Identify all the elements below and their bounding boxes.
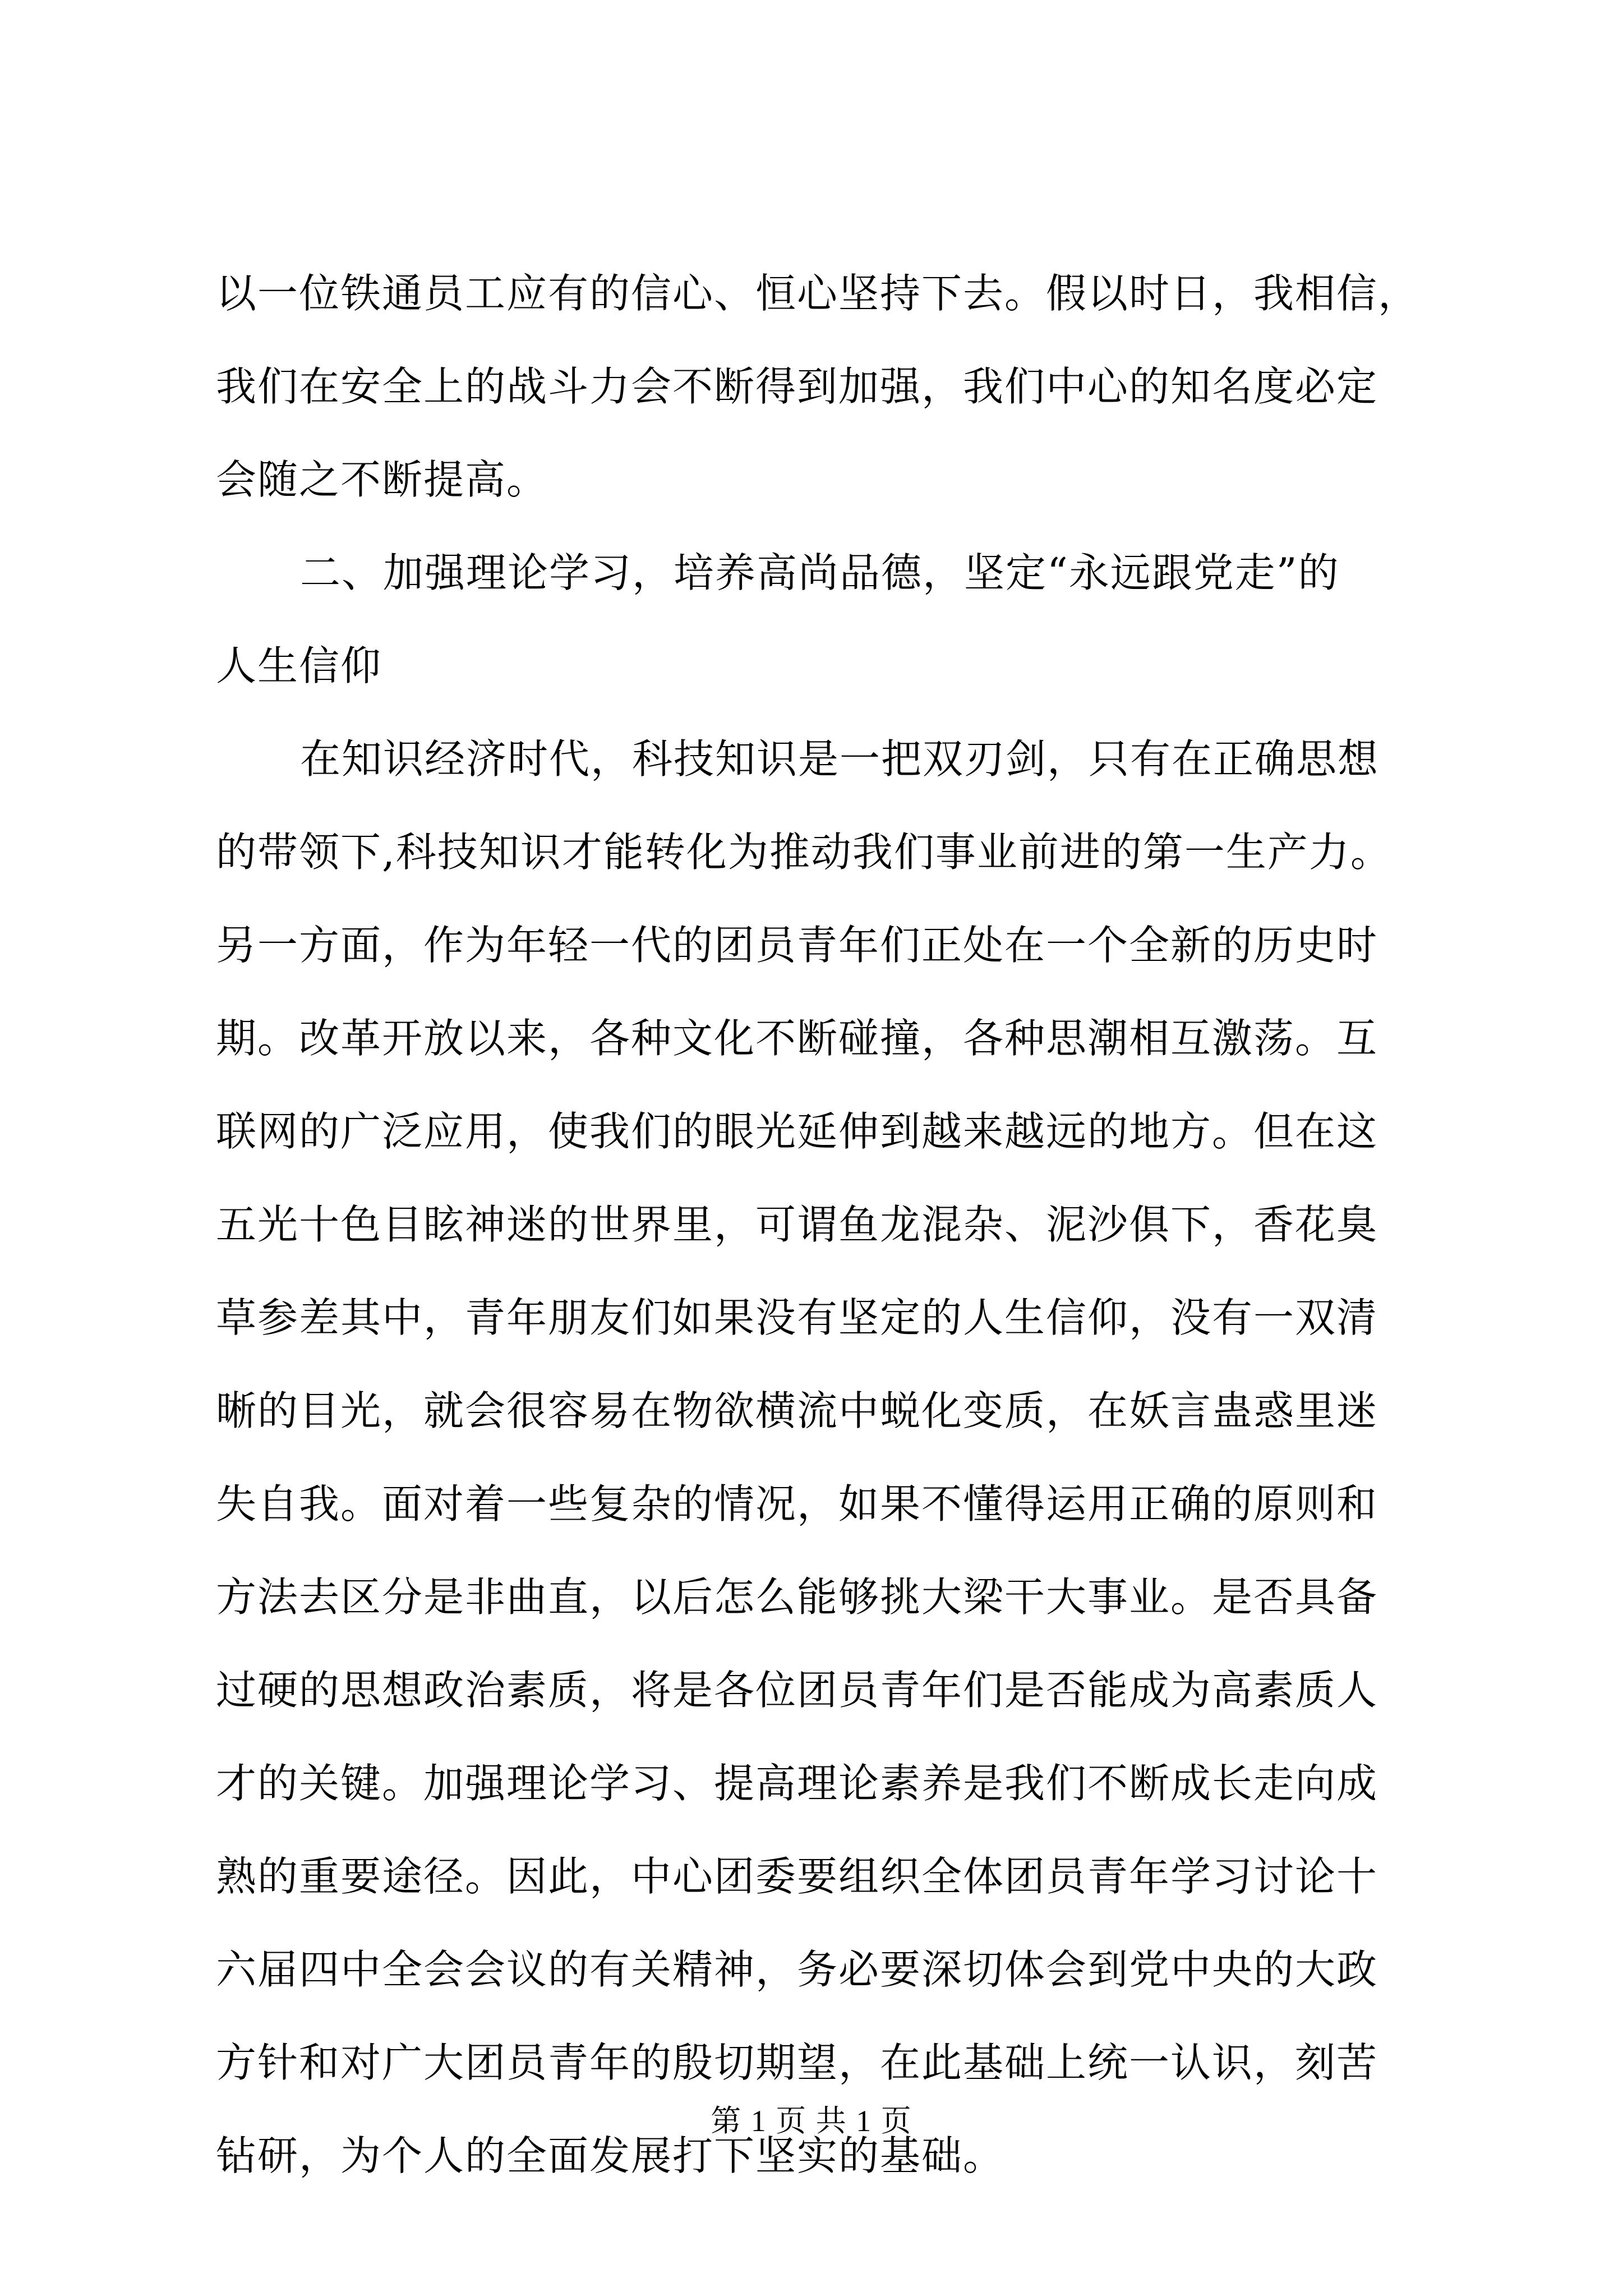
text-line: 才的关键。加强理论学习、提高理论素养是我们不断成长走向成 (216, 1760, 1378, 1807)
text-line: 方针和对广大团员青年的殷切期望，在此基础上统一认识，刻苦 (216, 2039, 1378, 2086)
text-line: 熟的重要途径。因此，中心团委要组织全体团员青年学习讨论十 (216, 1853, 1378, 1900)
text-line: 的带领下,科技知识才能转化为推动我们事业前进的第一生产力。 (216, 829, 1392, 876)
text-line: 五光十色目眩神迷的世界里，可谓鱼龙混杂、泥沙俱下，香花臭 (216, 1201, 1378, 1248)
text-line: 会随之不断提高。 (216, 456, 548, 503)
text-line: 晰的目光，就会很容易在物欲横流中蜕化变质，在妖言蛊惑里迷 (216, 1387, 1378, 1434)
text-line: 方法去区分是非曲直，以后怎么能够挑大梁干大事业。是否具备 (216, 1573, 1378, 1621)
text-line: 以一位铁通员工应有的信心、恒心坚持下去。假以时日，我相信， (216, 270, 1420, 317)
text-line: 失自我。面对着一些复杂的情况，如果不懂得运用正确的原则和 (216, 1480, 1378, 1527)
text-line: 钻研，为个人的全面发展打下坚实的基础。 (216, 2132, 1005, 2179)
text-line: 在知识经济时代，科技知识是一把双刃剑，只有在正确思想 (300, 735, 1380, 783)
text-line: 另一方面，作为年轻一代的团员青年们正处在一个全新的历史时 (216, 922, 1378, 969)
text-line: 联网的广泛应用，使我们的眼光延伸到越来越远的地方。但在这 (216, 1108, 1378, 1155)
text-line: 期。改革开放以来，各种文化不断碰撞，各种思潮相互激荡。互 (216, 1015, 1378, 1062)
section-heading-line: 人生信仰 (216, 642, 382, 689)
text-line: 我们在安全上的战斗力会不断得到加强，我们中心的知名度必定 (216, 363, 1378, 410)
document-body (216, 247, 1420, 2202)
section-heading-line: 二、加强理论学习，培养高尚品德，坚定“永远跟党走”的 (300, 549, 1340, 596)
text-line: 草参差其中，青年朋友们如果没有坚定的人生信仰，没有一双清 (216, 1294, 1378, 1341)
text-line: 过硬的思想政治素质，将是各位团员青年们是否能成为高素质人 (216, 1667, 1378, 1714)
text-line: 六届四中全会会议的有关精神，务必要深切体会到党中央的大政 (216, 1946, 1378, 1993)
page-footer: 第 1 页 共 1 页 (711, 2104, 912, 2138)
